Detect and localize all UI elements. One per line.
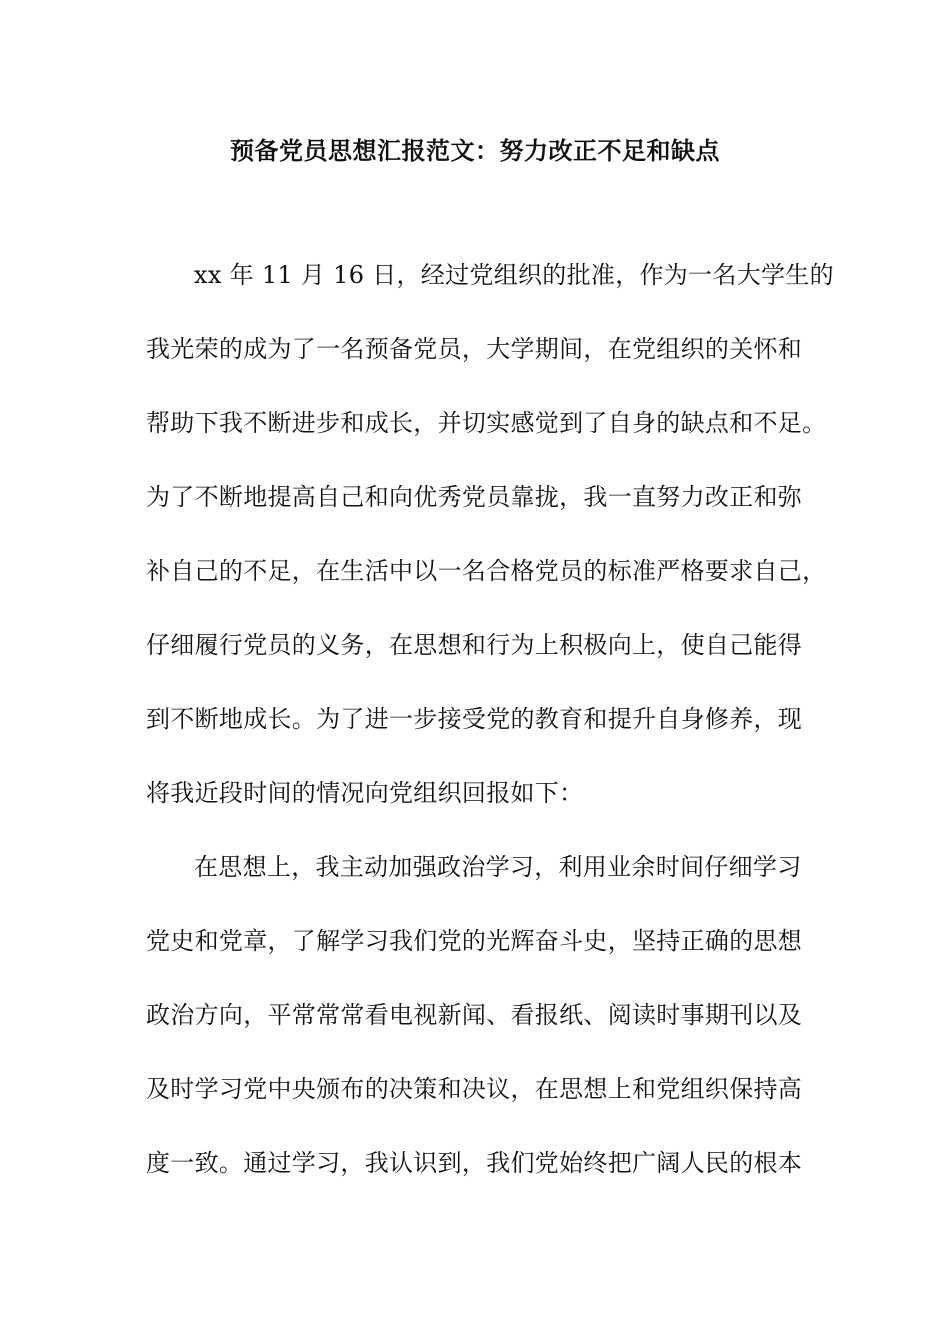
paragraph-line: 政治方向，平常常常看电视新闻、看报纸、阅读时事期刊以及 (146, 1001, 803, 1029)
paragraph-line: 及时学习党中央颁布的决策和决议，在思想上和党组织保持高 (146, 1075, 803, 1103)
paragraph-line: 为了不断地提高自己和向优秀党员靠拢，我一直努力改正和弥 (146, 483, 803, 511)
paragraph-line: xx 年 11 月 16 日，经过党组织的批准，作为一名大学生的 (194, 261, 834, 289)
paragraph-line: 到不断地成长。为了进一步接受党的教育和提升自身修养，现 (146, 705, 803, 733)
paragraph-line: 度一致。通过学习，我认识到，我们党始终把广阔人民的根本 (146, 1149, 803, 1177)
paragraph-line: 党史和党章，了解学习我们党的光辉奋斗史，坚持正确的思想 (146, 927, 803, 955)
paragraph-line: 我光荣的成为了一名预备党员，大学期间，在党组织的关怀和 (146, 335, 803, 363)
paragraph-line: 在思想上，我主动加强政治学习，利用业余时间仔细学习 (194, 853, 802, 881)
paragraph-line: 帮助下我不断进步和成长，并切实感觉到了自身的缺点和不足。 (146, 409, 827, 437)
document-title: 预备党员思想汇报范文：努力改正不足和缺点 (230, 137, 720, 165)
paragraph-line: 补自己的不足，在生活中以一名合格党员的标准严格要求自己， (146, 557, 827, 585)
paragraph-line: 将我近段时间的情况向党组织回报如下： (146, 779, 584, 807)
paragraph-line: 仔细履行党员的义务，在思想和行为上积极向上，使自己能得 (146, 631, 803, 659)
